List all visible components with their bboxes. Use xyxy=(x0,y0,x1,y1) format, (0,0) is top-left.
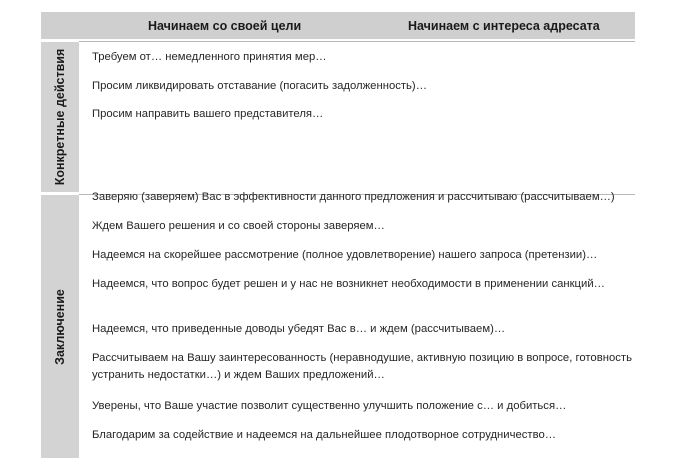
list-item: Просим направить вашего представителя… xyxy=(92,108,324,120)
list-item: Надеемся на скорейшее рассмотрение (полное удовлетворение) нашего запроса (претензии)… xyxy=(92,249,598,261)
list-item: Надеемся, что вопрос будет решен и у нас не возникнет необходимости в применении санкций… xyxy=(92,278,605,290)
list-item: Заверяю (заверяем) Вас в эффективности данного предложения и рассчитываю (рассчитываем…) xyxy=(92,191,615,203)
header-own-goal: Начинаем со своей цели xyxy=(148,19,302,33)
list-item: Рассчитываем на Вашу заинтересованность (неравнодушие, активную позицию в вопросе, готовность устранить недостатки…) и ждем Ваших предложений… xyxy=(92,352,632,381)
section-label-cell xyxy=(41,195,79,458)
header-addressee-interest: Начинаем с интереса адресата xyxy=(408,19,600,33)
list-item: Надеемся, что приведенные доводы убедят Вас в… и ждем (рассчитываем)… xyxy=(92,323,506,335)
list-item: Благодарим за содействие и надеемся на дальнейшее плодотворное сотрудничество… xyxy=(92,429,557,441)
divider xyxy=(79,41,635,42)
list-item: Требуем от… немедленного принятия мер… xyxy=(92,51,327,63)
phrases-table xyxy=(41,12,635,446)
table-header xyxy=(41,12,635,39)
list-item: Ждем Вашего решения и со своей стороны заверяем… xyxy=(92,220,385,232)
list-item: Просим ликвидировать отставание (погасить задолженность)… xyxy=(92,80,427,92)
section-label-actions: Конкретные действия xyxy=(53,48,67,186)
list-item: Уверены, что Ваше участие позволит существенно улучшить положение с… и добиться… xyxy=(92,400,567,412)
section-label-cell xyxy=(41,42,79,192)
section-label-conclusion: Заключение xyxy=(53,288,67,365)
